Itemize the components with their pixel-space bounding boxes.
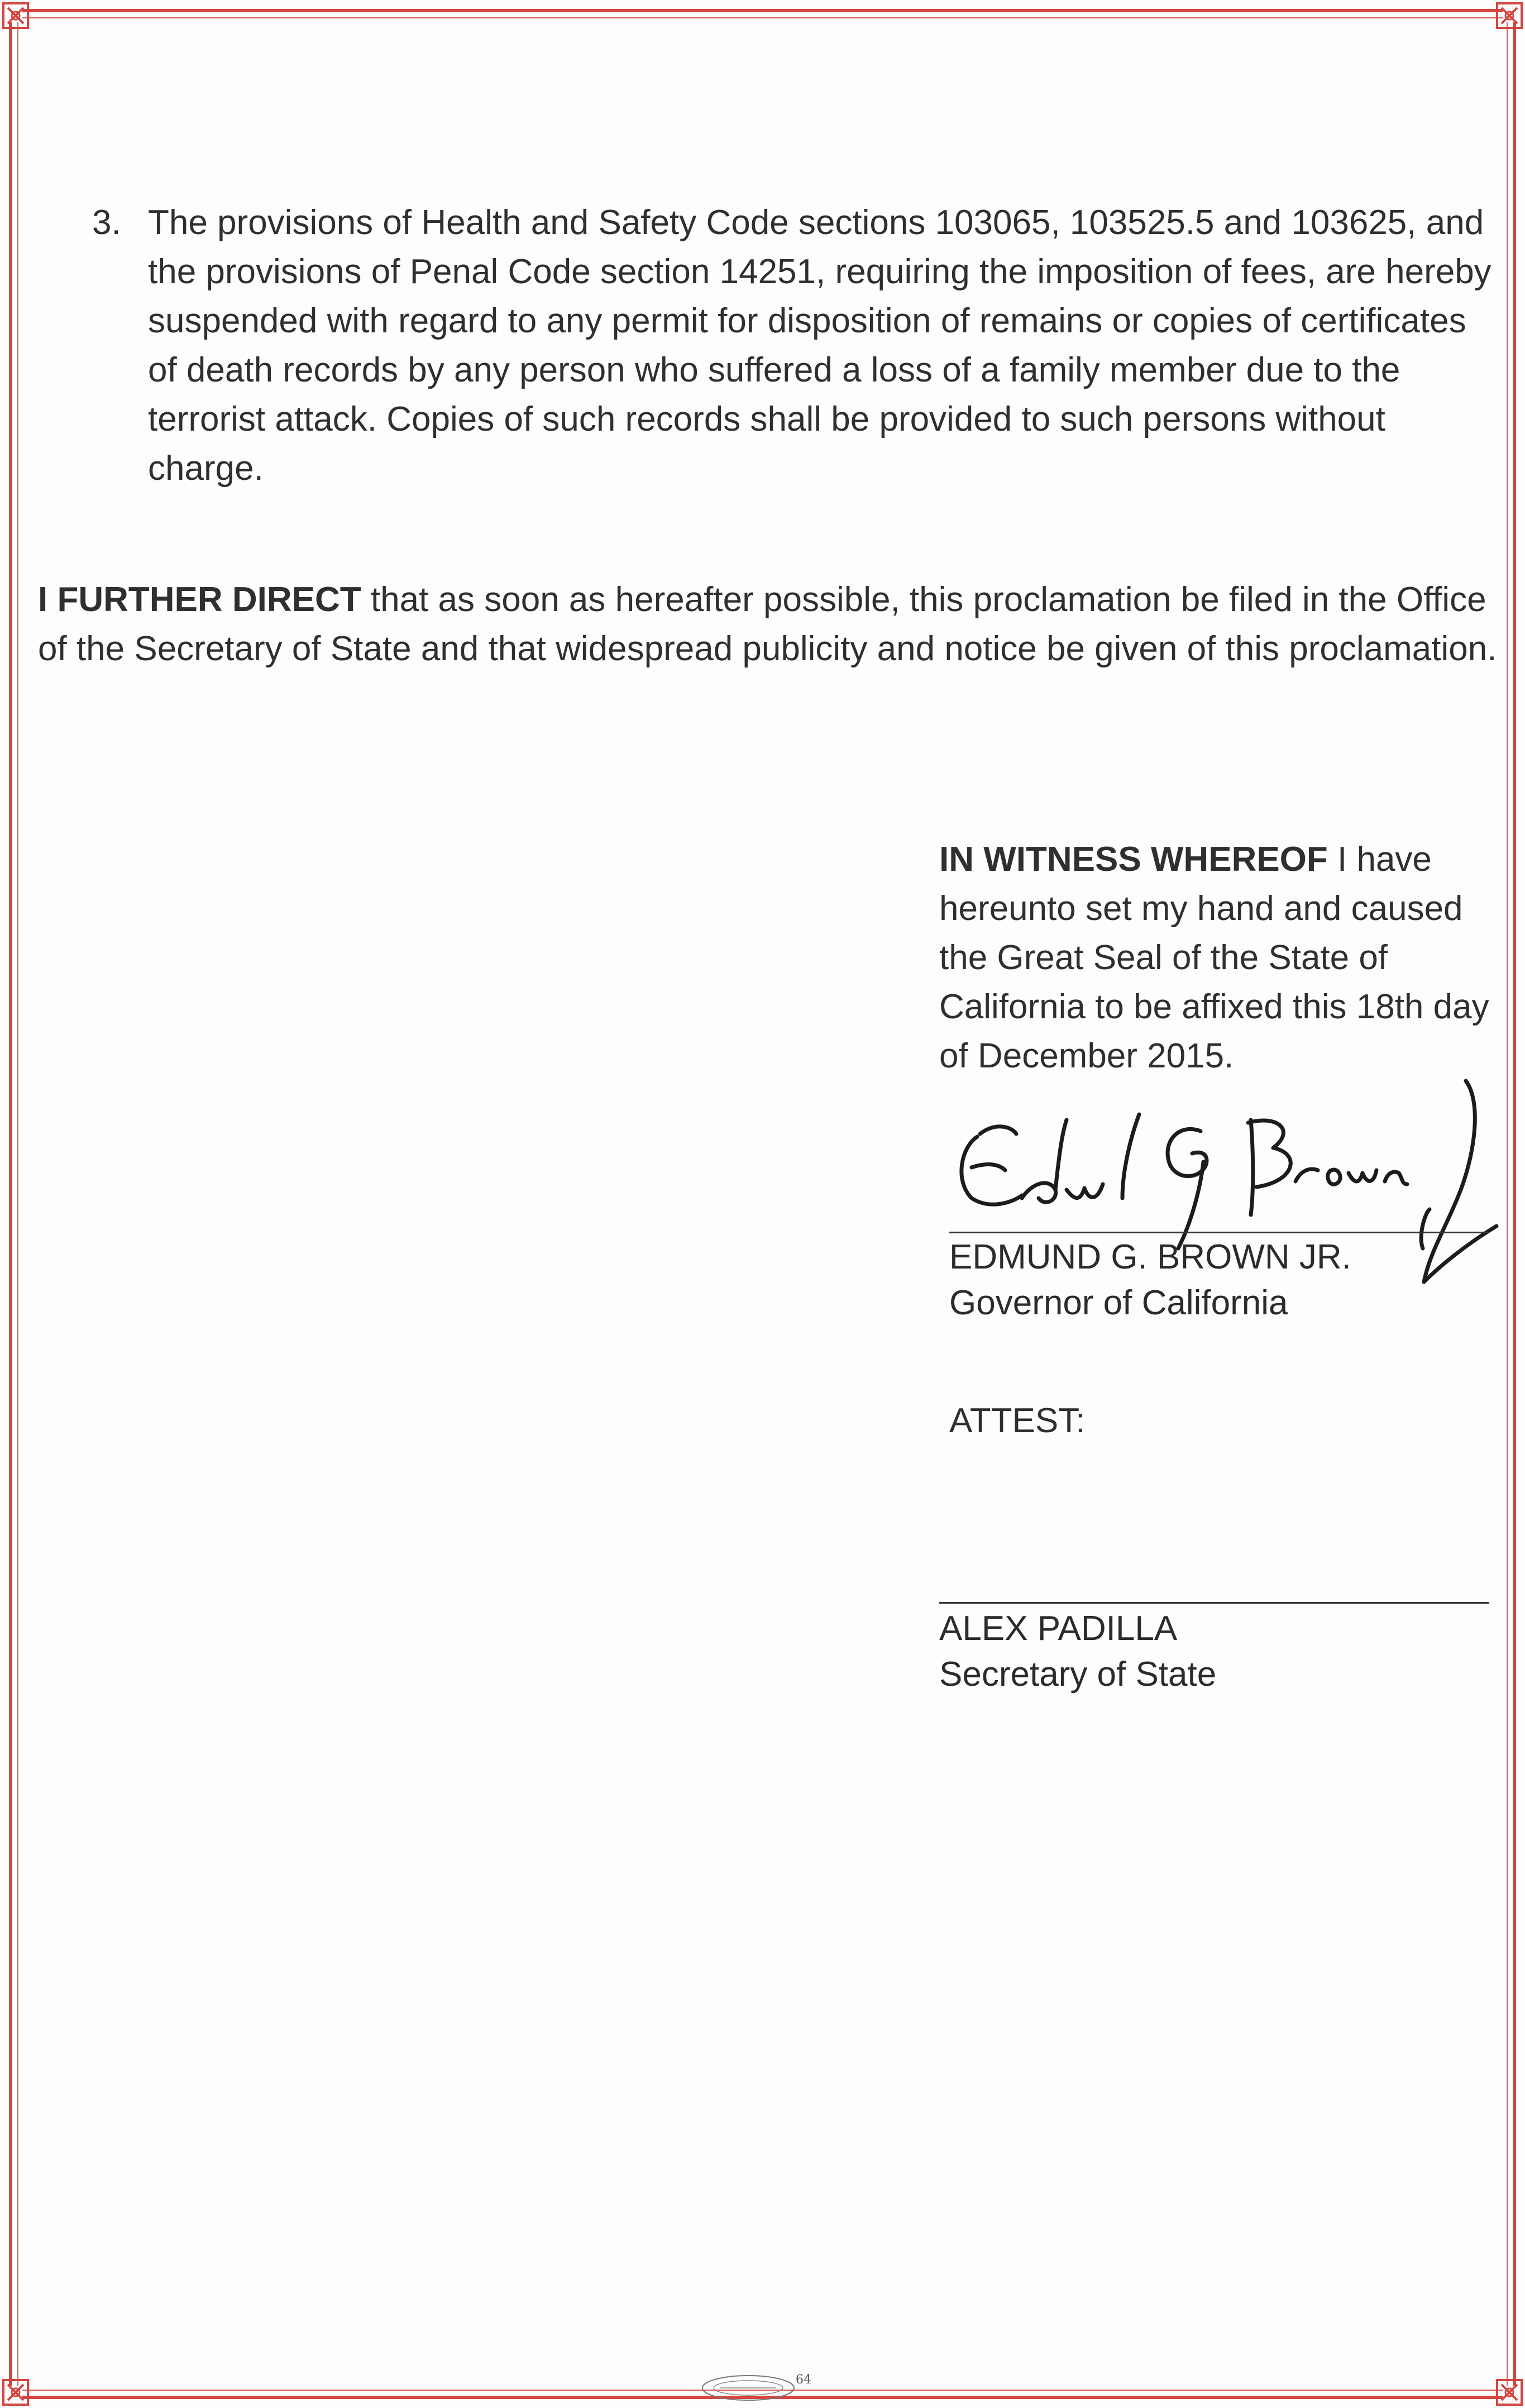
further-direct-text: that as soon as hereafter possible, this proclamation be filed in the Office of the Secretary of State and that widespread publicity and notice be given of this proclamation. [38,580,1497,668]
corner-ornament-icon [0,2374,34,2408]
page-number: 64 [796,2373,811,2387]
witness-paragraph [939,835,1498,1081]
secretary-signature-line [939,1602,1489,1604]
governor-title: Governor of California [949,1284,1288,1322]
attest-label: ATTEST: [949,1401,1086,1440]
item-number: 3. [92,203,121,242]
corner-ornament-icon [0,0,34,34]
secretary-title: Secretary of State [939,1655,1217,1694]
further-direct-paragraph [38,575,1501,674]
corner-ornament-icon [1491,0,1525,34]
provision-item-3 [92,198,1499,493]
border-top [22,9,1503,12]
item-text: The provisions of Health and Safety Code sections 103065, 103525.5 and 103625, and the provisions of Penal Code section 14251, requiring the imposition of fees, are hereby suspended with regard to any permit for disposition of remains or copies of certificates of death records by any person who suffered a loss of a family member due to the terrorist attack. Copies of such records shall be provided to such persons without charge. [148,203,1491,488]
border-left [9,22,12,2386]
governor-signature-line [949,1232,1488,1233]
corner-ornament-icon [1491,2374,1525,2408]
governor-name: EDMUND G. BROWN JR. [949,1238,1351,1276]
witness-lead: IN WITNESS WHEREOF [939,840,1328,879]
further-direct-lead: I FURTHER DIRECT [38,580,361,619]
border-top-inner [22,17,1503,18]
secretary-name: ALEX PADILLA [939,1609,1178,1648]
governor-signature-block [949,1098,1508,1366]
witness-text: I have hereunto set my hand and caused the Great Seal of the State of California to be affixed this 18th day of December 2015. [939,840,1489,1075]
border-left-inner [17,22,18,2386]
